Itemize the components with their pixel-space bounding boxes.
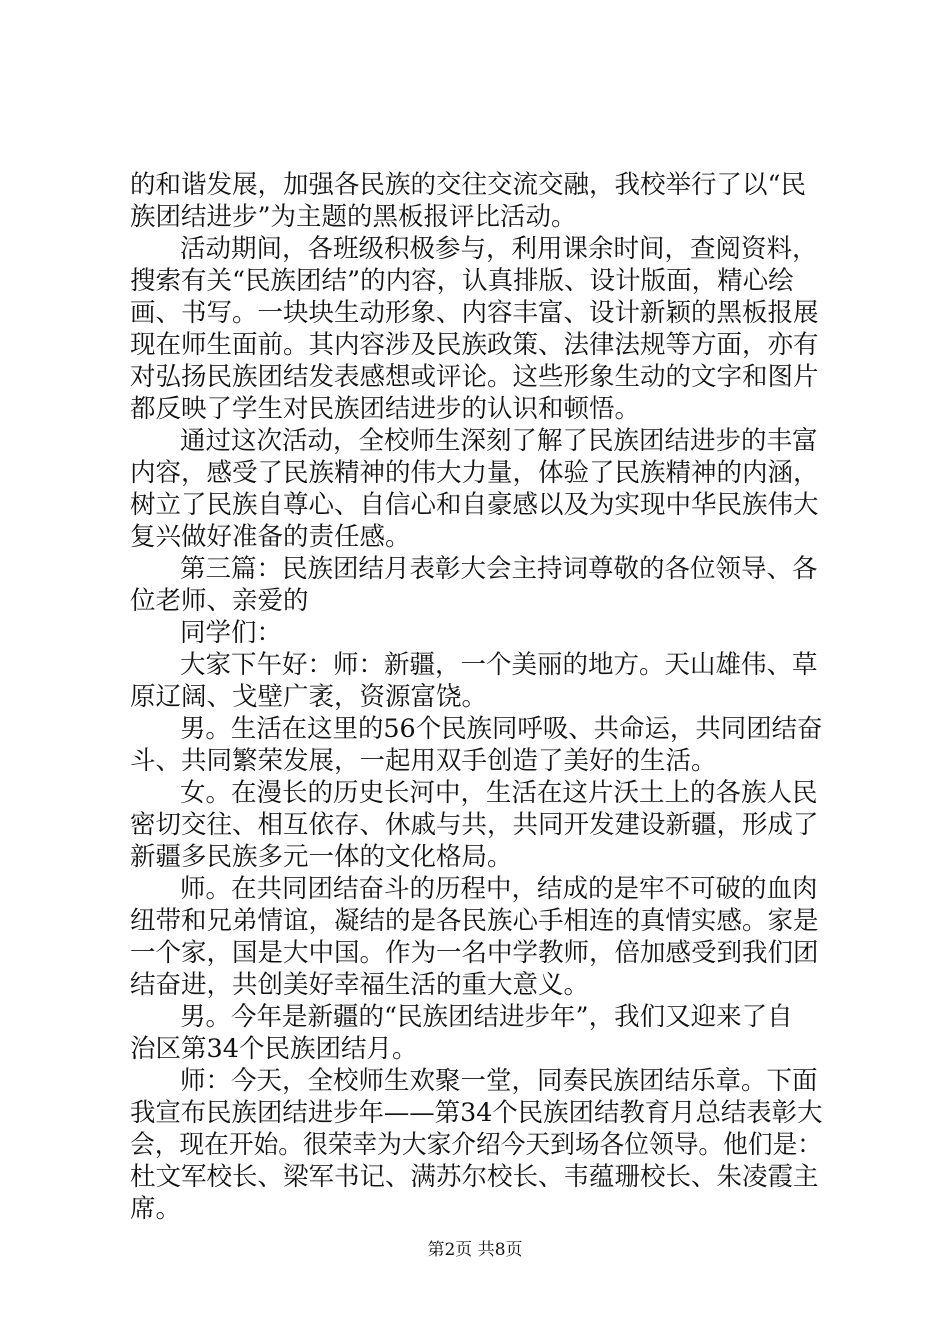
text-line: 通过这次活动，全校师生深刻了解了民族团结进步的丰富 [180,426,818,456]
text-line: 原辽阔、戈壁广袤，资源富饶。 [130,682,488,712]
text-line: 新疆多民族多元一体的文化格局。 [130,842,513,872]
text-line: 搜索有关“民族团结”的内容，认真排版、设计版面，精心绘 [130,266,794,296]
text-line: 对弘扬民族团结发表感想或评论。这些形象生动的文字和图片 [130,362,819,392]
text-line: 男。生活在这里的56个民族同呼吸、共命运，共同团结奋 [180,714,823,744]
text-line: 同学们： [180,618,283,648]
text-line: 族团结进步”为主题的黑板报评比活动。 [130,202,577,232]
text-line: 密切交往、相互依存、休戚与共，共同开发建设新疆，形成了 [130,810,819,840]
text-line: 会，现在开始。很荣幸为大家介绍今天到场各位领导。他们是： [130,1130,823,1160]
text-line: 席。 [130,1194,182,1224]
text-line: 现在师生面前。其内容涉及民族政策、法律法规等方面，亦有 [130,330,819,360]
text-line: 斗、共同繁荣发展，一起用双手创造了美好的生活。 [130,746,717,776]
page-number-footer: 第2页 共8页 [427,1240,523,1260]
text-line: 杜文军校长、梁军书记、满苏尔校长、韦蕴珊校长、朱凌霞主 [130,1162,819,1192]
text-line: 治区第34个民族团结月。 [130,1034,418,1064]
text-line: 女。在漫长的历史长河中，生活在这片沃土上的各族人民 [180,778,818,808]
text-line: 都反映了学生对民族团结进步的认识和顿悟。 [130,394,641,424]
text-line: 师：今天，全校师生欢聚一堂，同奏民族团结乐章。下面 [180,1066,818,1096]
section-heading: 位老师、亲爱的 [130,586,309,616]
section-heading: 第三篇：民族团结月表彰大会主持词尊敬的各位领导、各 [180,554,818,584]
text-line: 大家下午好：师：新疆，一个美丽的地方。天山雄伟、草 [180,650,818,680]
text-line: 一个家，国是大中国。作为一名中学教师，倍加感受到我们团 [130,938,819,968]
text-line: 的和谐发展，加强各民族的交往交流交融，我校举行了以“民 [130,170,807,200]
text-line: 复兴做好准备的责任感。 [130,522,411,552]
text-line: 活动期间，各班级积极参与，利用课余时间，查阅资料， [180,234,818,264]
text-line: 结奋进，共创美好幸福生活的重大意义。 [130,970,590,1000]
text-line: 我宣布民族团结进步年——第34个民族团结教育月总结表彰大 [130,1098,823,1128]
text-line: 师。在共同团结奋斗的历程中，结成的是牢不可破的血肉 [180,874,818,904]
text-line: 纽带和兄弟情谊，凝结的是各民族心手相连的真情实感。家是 [130,906,819,936]
text-line: 男。今年是新疆的“民族团结进步年”，我们又迎来了自 [180,1002,793,1032]
text-line: 画、书写。一块块生动形象、内容丰富、设计新颖的黑板报展 [130,298,819,328]
text-line: 树立了民族自尊心、自信心和自豪感以及为实现中华民族伟大 [130,490,819,520]
text-line: 内容，感受了民族精神的伟大力量，体验了民族精神的内涵， [130,458,819,488]
